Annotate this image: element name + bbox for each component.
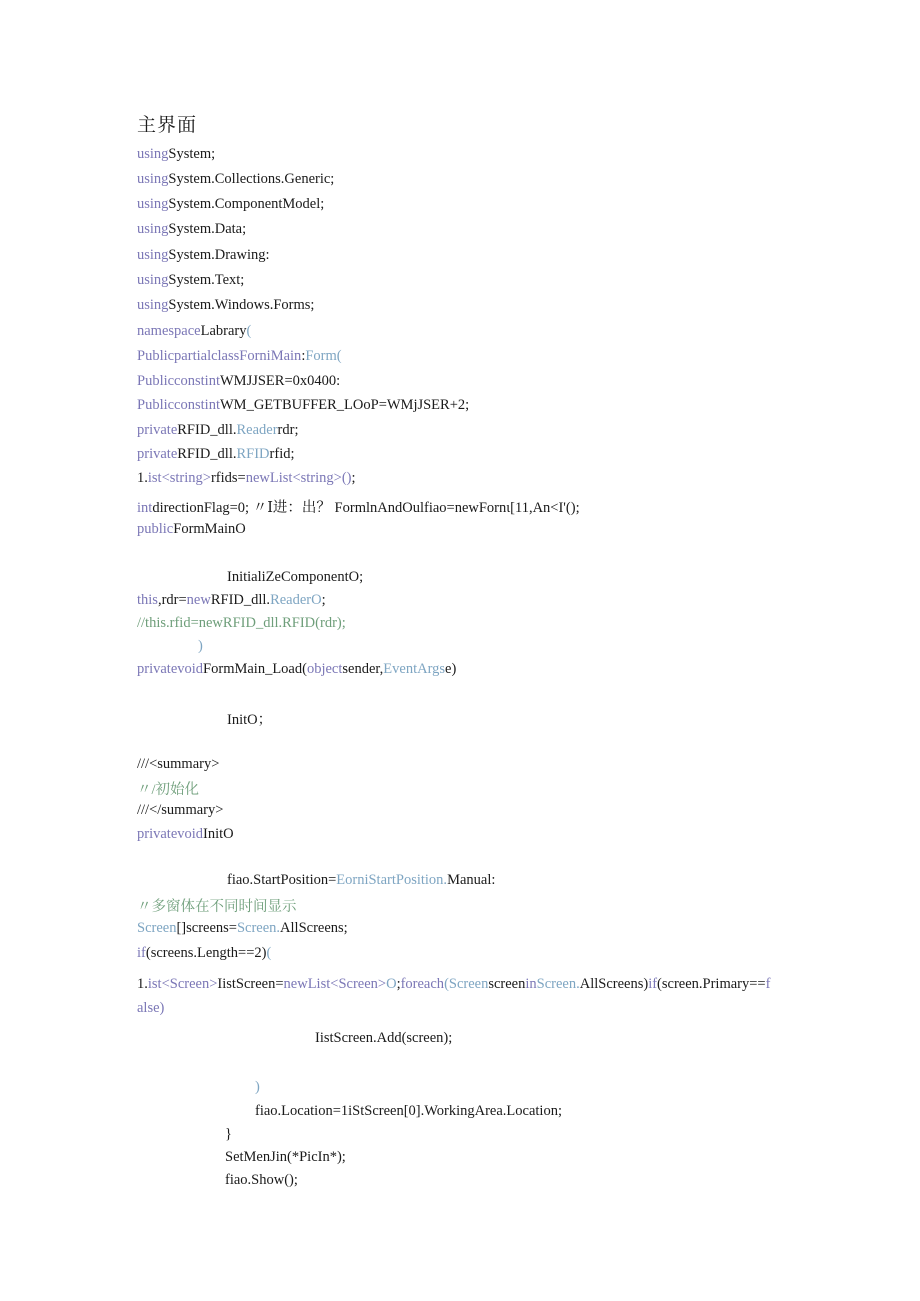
- code-token: in: [525, 976, 537, 992]
- code-line: [225, 1126, 232, 1143]
- code-token: RFID_dll.: [177, 422, 237, 438]
- code-token: private: [137, 422, 178, 438]
- code-token: SetMenJin(*PicIn*);: [225, 1149, 346, 1165]
- code-token: e): [445, 661, 457, 677]
- code-token: ;: [351, 470, 356, 486]
- code-token: sender,: [342, 661, 384, 677]
- code-token: EventArgs: [383, 661, 446, 677]
- code-line: [137, 221, 246, 238]
- code-token: IistScreen=: [217, 976, 284, 992]
- code-line: [137, 826, 234, 843]
- code-token: []screens=: [176, 920, 237, 936]
- code-token: alse): [137, 1000, 165, 1016]
- code-line: [255, 1079, 260, 1096]
- code-token: foreach: [400, 976, 445, 992]
- code-token: (screen.Primary==: [657, 976, 766, 992]
- code-line: [137, 521, 246, 538]
- code-token: if: [137, 945, 146, 961]
- code-line: [137, 422, 298, 439]
- code-token: RFID_dll.: [210, 592, 271, 608]
- code-token: public: [137, 521, 174, 537]
- code-token: ): [255, 1079, 260, 1095]
- code-token: using: [137, 196, 169, 212]
- code-token: newList<string>(): [245, 470, 352, 486]
- code-line: [315, 1030, 452, 1047]
- code-line: [225, 1172, 298, 1189]
- code-token: 1.: [137, 976, 148, 992]
- code-token: InitO: [203, 826, 234, 842]
- code-token: using: [137, 221, 169, 237]
- code-line: [137, 196, 324, 213]
- code-line: [137, 615, 346, 632]
- code-token: 〃/初始化: [137, 782, 200, 798]
- code-token: ): [198, 638, 203, 654]
- code-line: [227, 569, 363, 586]
- code-line: [137, 397, 469, 414]
- code-token: directionFlag=0; 〃Ⅰ进：出？ Formln: [152, 500, 378, 516]
- code-token: (screens.Length==2): [145, 945, 267, 961]
- code-line: [137, 976, 770, 993]
- code-token: (: [266, 945, 272, 961]
- code-token: new: [186, 592, 211, 608]
- code-token: ist<Screen>: [147, 976, 218, 992]
- code-token: System;: [168, 146, 216, 162]
- code-token: (: [246, 323, 252, 339]
- code-token: System.Text;: [168, 272, 245, 288]
- code-line: [225, 1149, 346, 1166]
- code-token: WMJJSER=0x0400:: [219, 373, 341, 389]
- code-line: [137, 348, 342, 365]
- code-token: 〃多窗体在不同时间显示: [137, 899, 297, 915]
- code-line: [137, 945, 271, 962]
- code-token: this: [137, 592, 158, 608]
- code-line: [227, 872, 495, 889]
- code-line: [137, 920, 348, 937]
- code-token: AllScreens): [579, 976, 649, 992]
- code-line: [227, 708, 272, 729]
- code-token: ist<string>: [147, 470, 211, 486]
- code-line: [137, 171, 334, 188]
- code-token: IistScreen.Add(screen);: [315, 1030, 453, 1046]
- code-token: ForniMain: [239, 348, 302, 364]
- code-token: privatevoid: [137, 661, 204, 677]
- code-token: object: [306, 661, 343, 677]
- code-line: [198, 638, 203, 655]
- code-token: using: [137, 171, 169, 187]
- code-line: [137, 895, 297, 916]
- code-line: [137, 592, 326, 609]
- code-token: AllScreens;: [280, 920, 348, 936]
- code-token: using: [137, 146, 169, 162]
- code-token: ReaderO: [270, 592, 322, 608]
- code-token: rdr;: [277, 422, 299, 438]
- code-token: fiao.Location=1iStScreen[0].WorkingArea.Location;: [255, 1103, 562, 1119]
- code-line: [137, 802, 223, 819]
- code-token: System.ComponentModel;: [168, 196, 325, 212]
- code-line: [137, 146, 215, 163]
- code-token: Labrary: [200, 323, 247, 339]
- code-line: [137, 373, 340, 390]
- code-token: ///<summary>: [137, 756, 220, 772]
- code-line: [137, 1000, 164, 1017]
- code-token: if: [648, 976, 658, 992]
- code-token: Manual:: [447, 872, 496, 888]
- code-token: (Screen: [444, 976, 489, 992]
- code-token: Screen.: [536, 976, 580, 992]
- code-line: [137, 778, 199, 799]
- code-token: WM_GETBUFFER_LOoP=WMjJSER+2;: [219, 397, 470, 413]
- code-token: ;: [321, 592, 326, 608]
- code-token: O: [386, 976, 397, 992]
- code-token: namespace: [137, 323, 201, 339]
- code-token: ///</summary>: [137, 802, 224, 818]
- code-token: }: [225, 1126, 232, 1142]
- code-token: fiao.Show();: [225, 1172, 298, 1188]
- code-token: Form(: [305, 348, 342, 364]
- code-line: [137, 496, 580, 517]
- code-token: AndOulfiao=newFornι[11,An<Ι'();: [377, 500, 580, 516]
- code-token: System.Windows.Forms;: [168, 297, 315, 313]
- code-token: :: [301, 348, 306, 364]
- code-token: f: [765, 976, 771, 992]
- code-line: [137, 446, 295, 463]
- code-token: Screen: [137, 920, 177, 936]
- code-line: [137, 756, 219, 773]
- code-token: InitO；: [227, 712, 273, 728]
- code-token: Publicconstint: [137, 373, 220, 389]
- code-line: [137, 247, 270, 264]
- code-token: privatevoid: [137, 826, 204, 842]
- code-token: Publicpartialclass: [137, 348, 240, 364]
- code-token: int: [137, 500, 153, 516]
- code-token: //this.rfid=newRFID_dll.RFID(rdr);: [137, 615, 346, 631]
- code-line: [137, 661, 456, 678]
- code-token: using: [137, 247, 169, 263]
- code-token: System.Data;: [168, 221, 247, 237]
- code-token: FormMain_Load(: [203, 661, 307, 677]
- code-token: RFID: [236, 446, 270, 462]
- code-token: rfid;: [269, 446, 295, 462]
- code-token: Publicconstint: [137, 397, 220, 413]
- code-token: RFID_dll.: [177, 446, 237, 462]
- code-token: System.Collections.Generic;: [168, 171, 335, 187]
- code-token: ,rdr=: [157, 592, 187, 608]
- code-token: private: [137, 446, 178, 462]
- code-token: screen: [488, 976, 526, 992]
- code-line: [137, 272, 244, 289]
- code-token: System.Drawing:: [168, 247, 270, 263]
- code-token: 1.: [137, 470, 148, 486]
- page-title: 主界面: [137, 115, 198, 136]
- code-line: [137, 323, 251, 340]
- code-token: Screen.: [236, 920, 281, 936]
- code-line: [137, 297, 314, 314]
- code-token: rfids=: [210, 470, 246, 486]
- code-token: Reader: [236, 422, 278, 438]
- code-token: using: [137, 297, 169, 313]
- code-token: FormMainO: [173, 521, 246, 537]
- code-token: using: [137, 272, 169, 288]
- code-token: InitialiZeComponentO;: [227, 569, 364, 585]
- code-token: ;: [396, 976, 401, 992]
- code-line: [137, 470, 356, 487]
- code-token: newList<Screen>: [283, 976, 387, 992]
- code-line: [255, 1103, 562, 1120]
- code-token: EorniStartPosition.: [336, 872, 448, 888]
- code-token: fiao.StartPosition=: [227, 872, 337, 888]
